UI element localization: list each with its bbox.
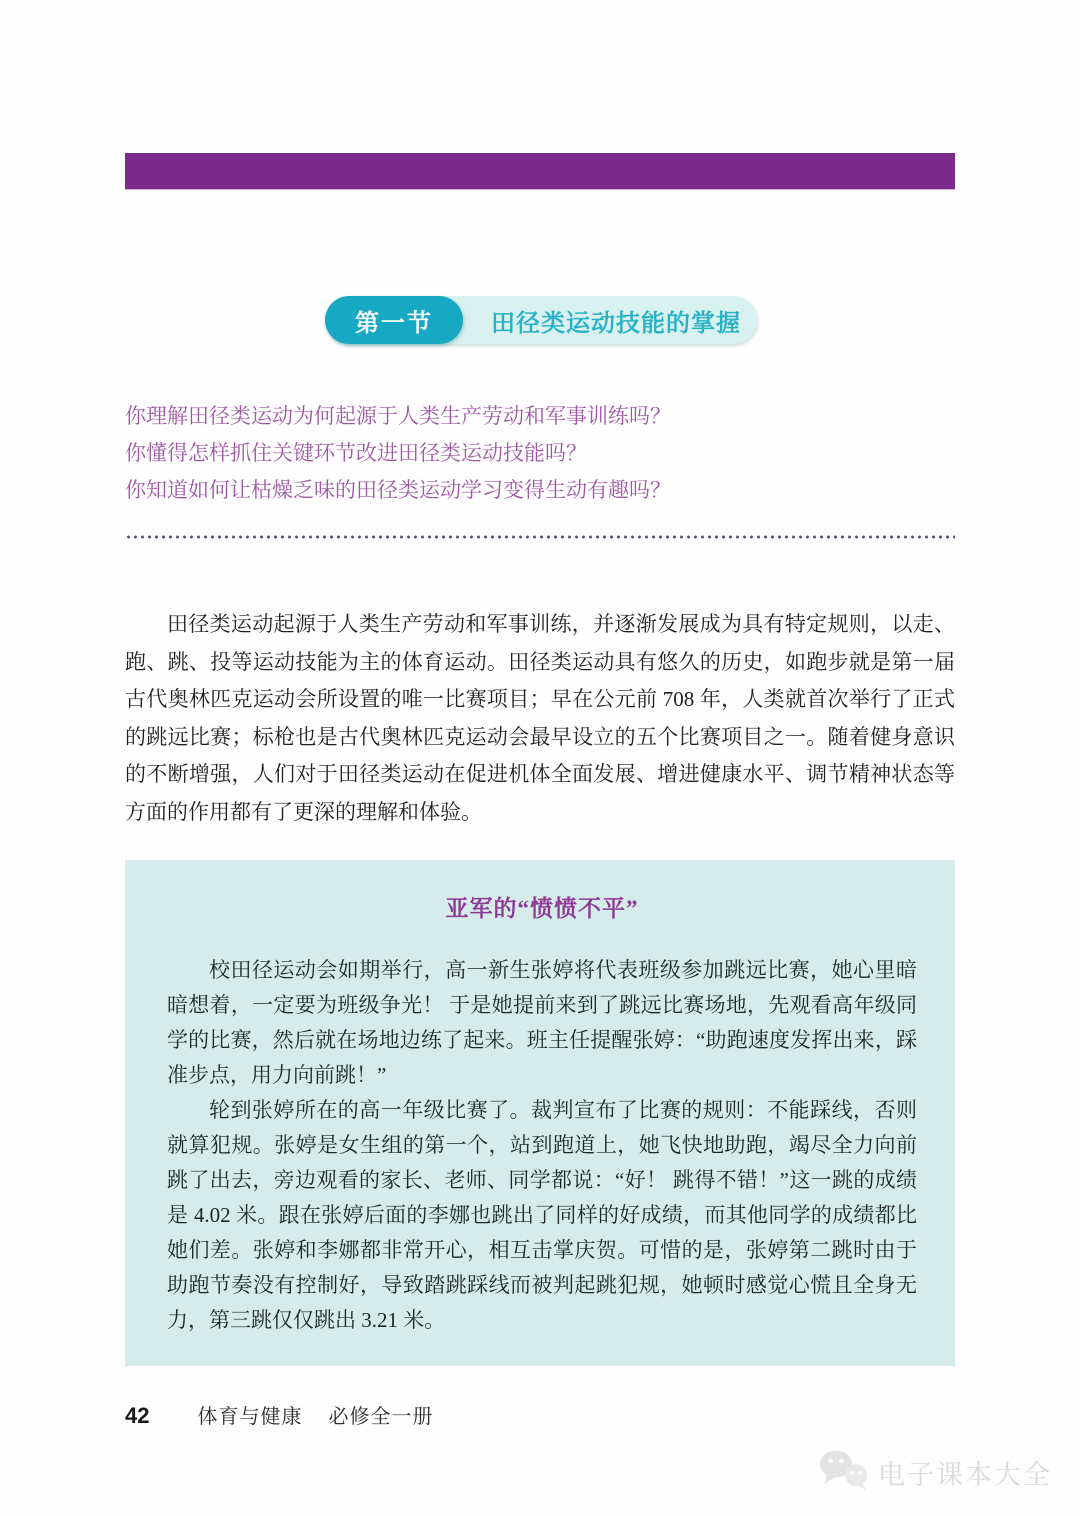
story-paragraph-1: 校田径运动会如期举行，高一新生张婷将代表班级参加跳远比赛，她心里暗暗想着，一定要为班级争光！ 于是她提前来到了跳远比赛场地，先观看高年级同学的比赛，然后就在场地边练了起来。班主任提醒张婷：“助跑速度发挥出来，踩准步点，用力向前跳！” xyxy=(167,958,917,1087)
section-number-label: 第一节 xyxy=(355,309,433,337)
intro-questions xyxy=(125,398,955,509)
story-box xyxy=(125,860,955,1366)
story-paragraph-2: 轮到张婷所在的高一年级比赛了。裁判宣布了比赛的规则：不能踩线，否则就算犯规。张婷是女生组的第一个，站到跑道上，她飞快地助跑，竭尽全力向前跳了出去，旁边观看的家长、老师、同学都说：“好！ 跳得不错！”这一跳的成绩是 4.02 米。跟在张婷后面的李娜也跳出了同样的好成绩，而其他同学的成绩都比她们差。张婷和李娜都非常开心，相互击掌庆贺。可惜的是，张婷第二跳时由于助跑节奏没有控制好，导致踏跳踩线而被判起跳犯规，她顿时感觉心慌且全身无力，第三跳仅仅跳出 3.21 米。 xyxy=(167,1098,917,1332)
book-title: 体育与健康 xyxy=(197,1406,303,1428)
section-number-pill xyxy=(325,296,463,344)
watermark-label: 电子课本大全 xyxy=(878,1460,1052,1490)
dotted-divider xyxy=(125,534,955,540)
intro-question-2: 你懂得怎样抓住关键环节改进田径类运动技能吗？ xyxy=(125,441,587,465)
volume-label: 必修全一册 xyxy=(328,1406,434,1428)
story-box-title: 亚军的“愤愤不平” xyxy=(445,896,639,921)
wechat-icon xyxy=(816,1447,870,1498)
watermark xyxy=(816,1447,1052,1498)
page-number: 42 xyxy=(125,1403,150,1428)
page-footer xyxy=(125,1400,433,1429)
body-paragraph: 田径类运动起源于人类生产劳动和军事训练，并逐渐发展成为具有特定规则，以走、跑、跳、投等运动技能为主的体育运动。田径类运动具有悠久的历史，如跑步就是第一届古代奥林匹克运动会所设置的唯一比赛项目；早在公元前 708 年，人类就首次举行了正式的跳远比赛；标枪也是古代奥林匹克运动会最早设立的五个比赛项目之一。随着健身意识的不断增强，人们对于田径类运动在促进机体全面发展、增进健康水平、调节精神状态等方面的作用都有了更深的理解和体验。 xyxy=(125,612,955,824)
intro-question-1: 你理解田径类运动为何起源于人类生产劳动和军事训练吗？ xyxy=(125,404,671,428)
section-badge xyxy=(325,296,757,344)
chapter-header-bar xyxy=(125,153,955,189)
intro-question-3: 你知道如何让枯燥乏味的田径类运动学习变得生动有趣吗？ xyxy=(125,478,671,502)
section-title: 田径类运动技能的掌握 xyxy=(491,309,741,337)
